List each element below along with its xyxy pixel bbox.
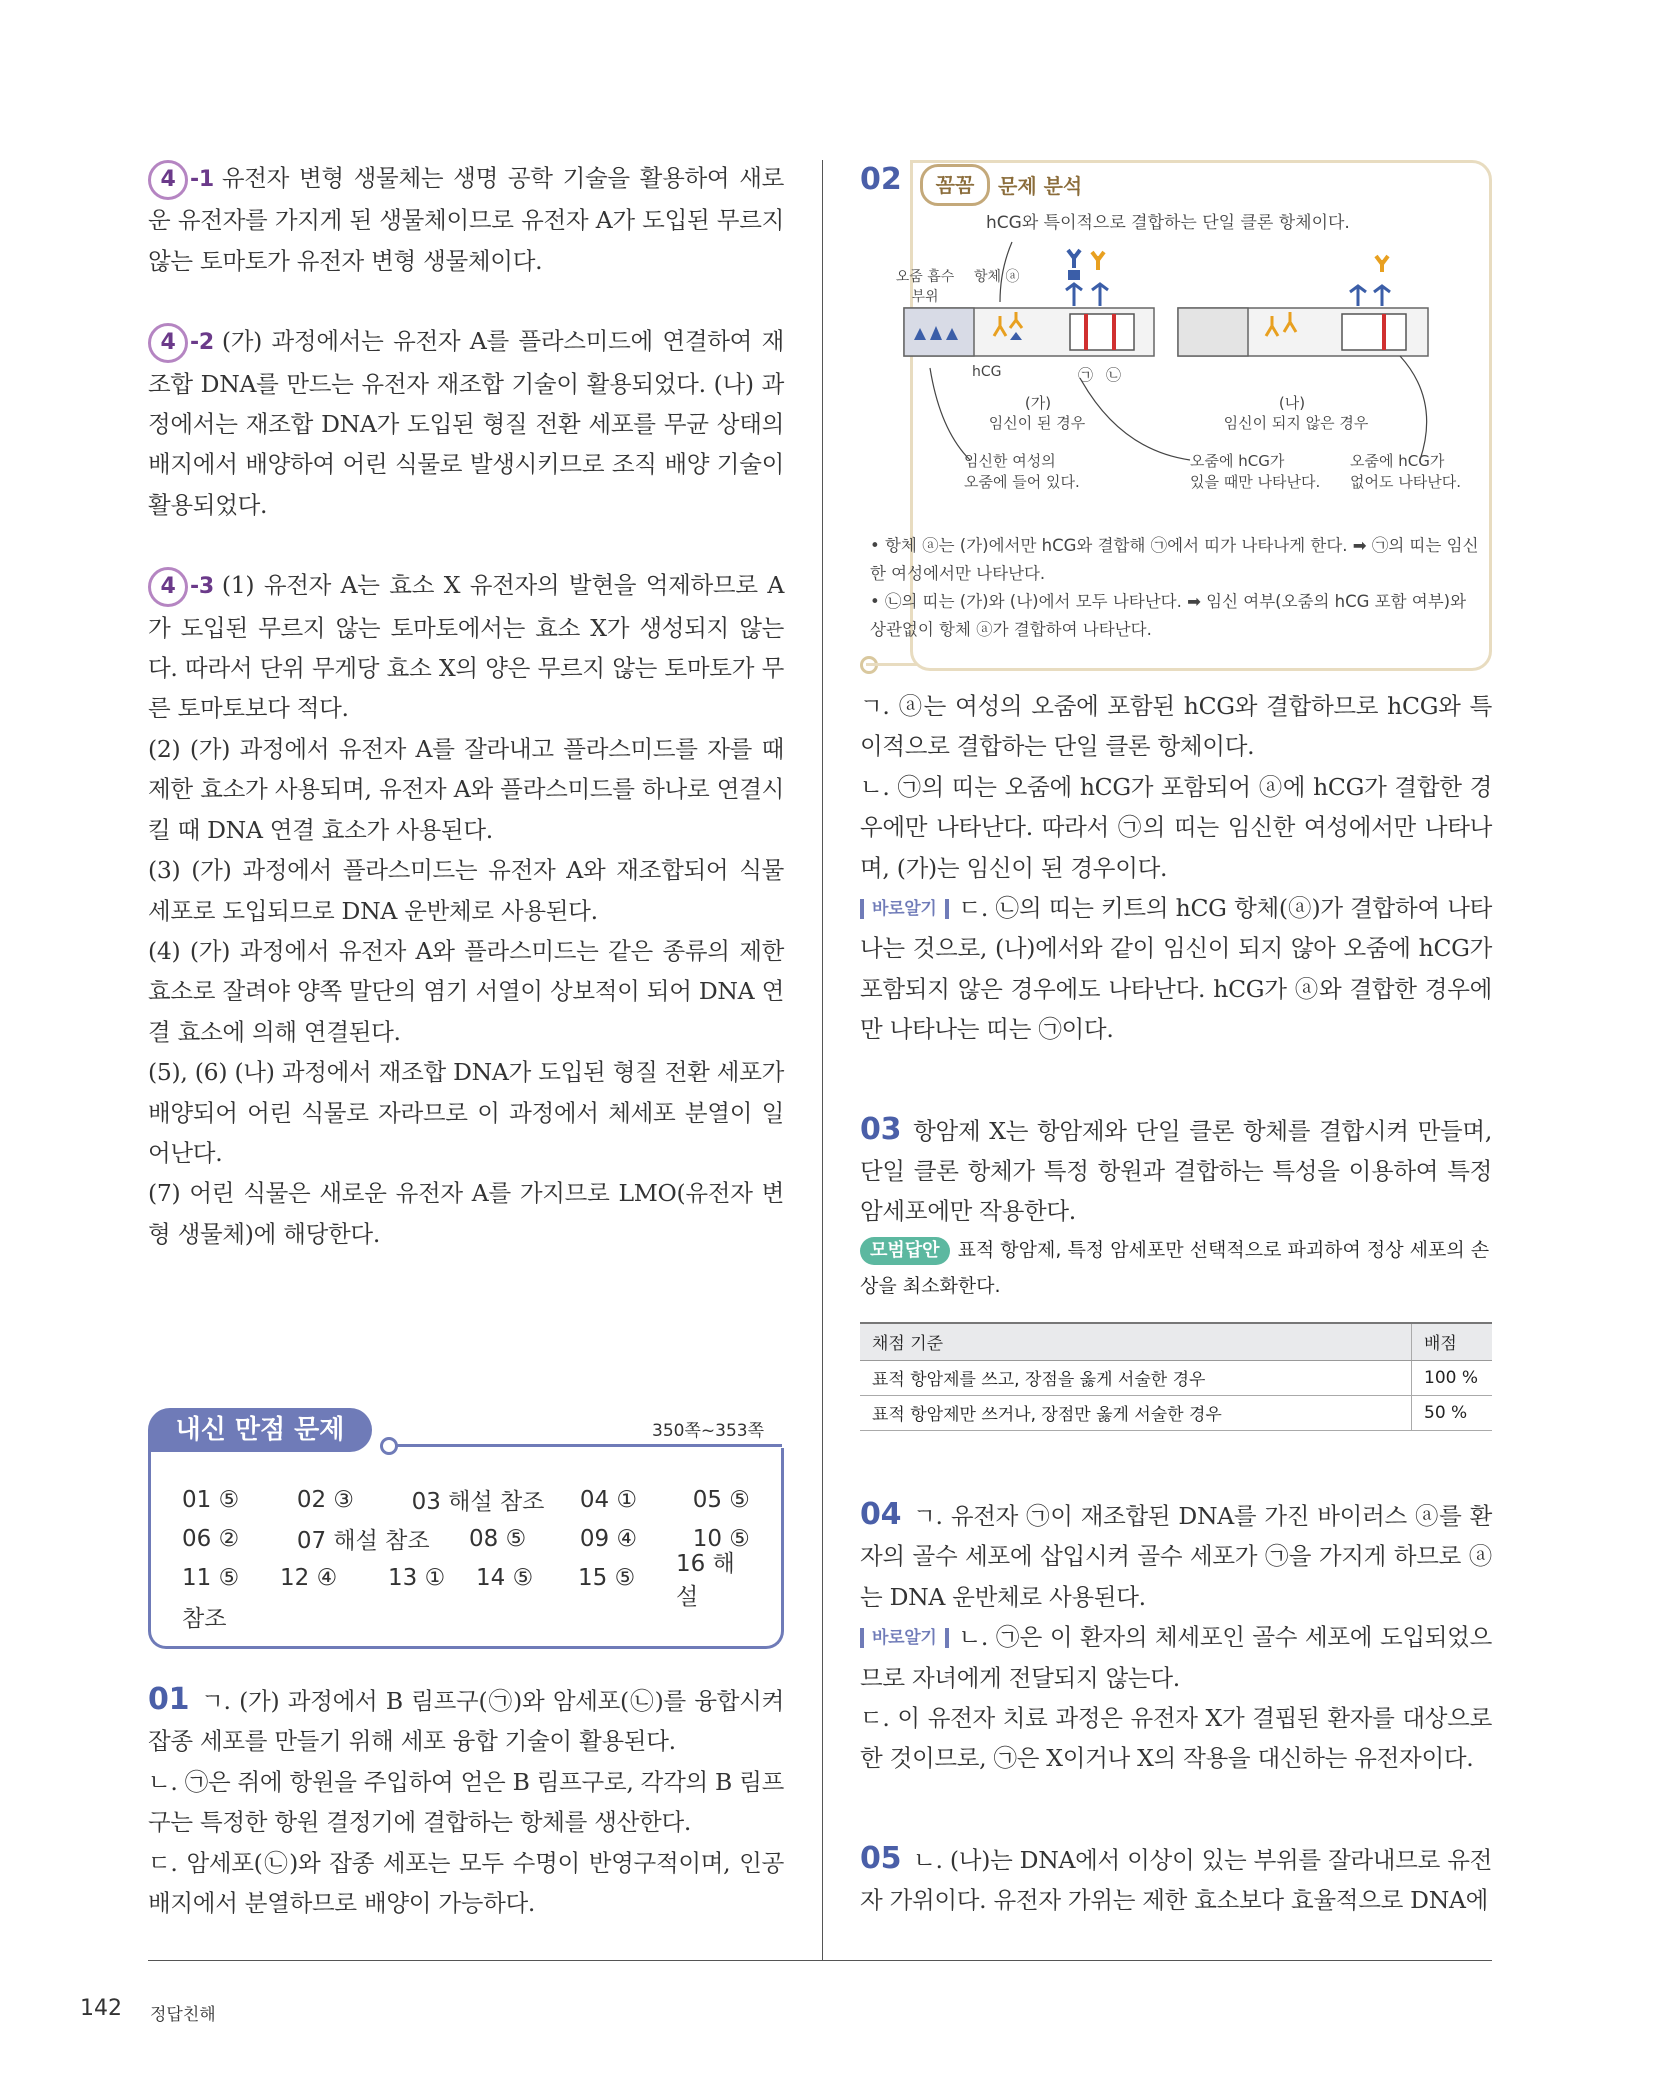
model-answer-text: 표적 항암제, 특정 암세포만 선택적으로 파괴하여 정상 세포의 손상을 최소화한다. (860, 1238, 1490, 1297)
note-pregnant: 임신한 여성의 오줌에 들어 있다. (964, 452, 1080, 491)
arrow (1400, 356, 1427, 460)
hcg-label: hCG (972, 364, 1002, 380)
paragraph-text: 유전자 변형 생물체는 생명 공학 기술을 활용하여 새로운 유전자를 가지게 된 생물체이므로 유전자 A가 도입된 무르지 않는 토마토가 유전자 변형 생물체이다. (148, 164, 784, 275)
question-03 (860, 1110, 1492, 1232)
question-04 (860, 1495, 1492, 1617)
paragraph-text: (1) 유전자 A는 효소 X 유전자의 발현을 억제하므로 A가 도입된 무르지 않는 토마토에서는 효소 X가 생성되지 않는다. 따라서 단위 무게당 효소 X의 양은 무르지 않는 토마토가 무른 토마토보다 적다. (148, 571, 784, 723)
antibody-icon (1066, 284, 1082, 306)
list-item (860, 1617, 1492, 1698)
list-item: (5), (6) (나) 과정에서 재조합 DNA가 도입된 형질 전환 세포가 배양되어 어린 식물로 자라므로 이 과정에서 체세포 분열이 일어난다. (148, 1058, 784, 1167)
result-window (1342, 314, 1406, 350)
band-1-label: ㉠ (1078, 366, 1094, 384)
list-item: (4) (가) 과정에서 유전자 A와 플라스미드는 같은 종류의 제한 효소로 잘려야 양쪽 말단의 염기 서열이 상보적이 되어 DNA 연결 효소에 의해 연결된다. (148, 936, 784, 1046)
item-text: ㄴ. (나)는 DNA에서 이상이 있는 부위를 잘라내므로 유전자 가위이다. 유전자 가위는 제한 효소보다 효율적으로 DNA에 (860, 1845, 1492, 1915)
answer-cell: 03 해설 참조 (411, 1489, 545, 1515)
antibody-a-label: 항체 ⓐ (974, 269, 1020, 285)
table-header: 배점 (1412, 1323, 1493, 1361)
divider (384, 1444, 782, 1447)
case-ga-desc: 임신이 된 경우 (988, 414, 1086, 432)
arrow (930, 368, 970, 460)
urine-site-label: 오줌 흡수 부위 (895, 269, 955, 305)
antibody-icon (1092, 284, 1108, 306)
answer-cell: 01 ⑤ (182, 1486, 240, 1513)
case-ga-label: (가) (1024, 394, 1052, 412)
correction-tag: 바로알기 (860, 899, 949, 919)
list-item (148, 1680, 784, 1762)
case-na-desc: 임신이 되지 않은 경우 (1223, 414, 1369, 432)
list-item: (7) 어린 식물은 새로운 유전자 A를 가지므로 LMO(유전자 변형 생물체)에 해당한다. (148, 1179, 784, 1248)
list-item: ㄴ. ㉠의 띠는 오줌에 hCG가 포함되어 ⓐ에 hCG가 결합한 경우에만 나타난다. 따라서 ㉠의 띠는 임신한 여성에서만 나타나며, (가)는 임신이 된 경우이다. (860, 772, 1492, 882)
table-row (860, 1395, 1492, 1430)
model-answer-tag: 모범답안 (860, 1237, 950, 1265)
hcg-icon (1068, 270, 1080, 280)
list-item: ㄴ. ㉠은 쥐에 항원을 주입하여 얻은 B 림프구로, 각각의 B 림프구는 특정한 항원 결정기에 결합하는 항체를 생산한다. (148, 1767, 785, 1837)
answer-cell: 11 ⑤ (182, 1564, 240, 1591)
question-badge: 4 (148, 323, 188, 363)
book-section-name: 정답친해 (150, 2005, 216, 2025)
list-item: ㄱ. ⓐ는 여성의 오줌에 포함된 hCG와 결합하므로 hCG와 특이적으로 결합하는 단일 클론 항체이다. (860, 692, 1492, 761)
note-only: 오줌에 hCG가 있을 때만 나타난다. (1190, 452, 1321, 491)
question-number: 03 (860, 1111, 902, 1147)
paragraph-4-1 (148, 158, 784, 281)
list-item (860, 888, 1492, 1050)
analysis-title: 문제 분석 (998, 174, 1083, 198)
list-item: (3) (가) 과정에서 플라스미드는 유전자 A와 재조합되어 식물 세포로 도입되므로 DNA 운반체로 사용된다. (148, 856, 784, 925)
question-number: 05 (860, 1840, 902, 1876)
question-05 (860, 1839, 1492, 1921)
table-cell: 표적 항암제를 쓰고, 장점을 옳게 서술한 경우 (860, 1360, 1412, 1395)
table-header: 채점 기준 (860, 1323, 1412, 1361)
scoring-table (860, 1322, 1492, 1431)
answer-cell: 16 해설 (676, 1550, 735, 1610)
table-cell: 표적 항암제만 쓰거나, 장점만 옳게 서술한 경우 (860, 1395, 1412, 1430)
answer-cell: 14 ⑤ (476, 1564, 534, 1591)
item-text: 항암제 X는 항암제와 단일 클론 항체를 결합시켜 만들며, 단일 클론 항체가 특정 항원과 결합하는 특성을 이용하여 특정 암세포에만 작용한다. (860, 1116, 1492, 1226)
divider (866, 663, 918, 666)
table-row (860, 1360, 1492, 1395)
note-item: • 항체 ⓐ는 (가)에서만 hCG와 결합해 ㉠에서 띠가 나타나게 한다. ➡ ㉠의 띠는 임신한 여성에서만 나타난다. (870, 536, 1479, 583)
antibody-icon (1374, 286, 1390, 306)
answer-cell: 참조 (182, 1606, 227, 1632)
antibody-icon (1068, 250, 1080, 268)
left-column (148, 158, 784, 1254)
list-item: ㄷ. 암세포(㉡)와 잡종 세포는 모두 수명이 반영구적이며, 인공 배지에서 분열하므로 배양이 가능하다. (148, 1848, 784, 1918)
answer-key-title: 내신 만점 문제 (148, 1408, 372, 1452)
answer-row (182, 1480, 762, 1519)
list-item: ㄷ. 이 유전자 치료 과정은 유전자 X가 결핍된 환자를 대상으로 한 것이므로, ㉠은 X이거나 X의 작용을 대신하는 유전자이다. (860, 1703, 1492, 1773)
right-column (860, 686, 1492, 1921)
kkomkkom-badge: 꼼꼼 (920, 164, 990, 206)
question-number: 02 (860, 162, 902, 197)
answer-cell: 02 ③ (296, 1486, 355, 1513)
table-header-row (860, 1323, 1492, 1361)
answer-grid (182, 1480, 762, 1636)
answer-row (182, 1550, 762, 1610)
paragraph-4-3 (148, 565, 784, 729)
answer-cell: 08 ⑤ (469, 1525, 527, 1552)
answer-cell: 06 ② (182, 1525, 240, 1552)
table-cell: 100 % (1412, 1360, 1493, 1395)
question-01 (148, 1680, 784, 1923)
question-badge: 4 (148, 567, 188, 607)
model-answer (860, 1232, 1492, 1304)
answer-row (182, 1519, 762, 1558)
antibody-description: hCG와 특이적으로 결합하는 단일 클론 항체이다. (986, 213, 1350, 233)
result-window (1070, 314, 1134, 350)
answer-cell: 09 ④ (579, 1525, 638, 1552)
note-always: 오줌에 hCG가 없어도 나타난다. (1350, 452, 1461, 491)
item-text: ㄱ. 유전자 ㉠이 재조합된 DNA를 가진 바이러스 ⓐ를 환자의 골수 세포에 삽입시켜 골수 세포가 ㉠을 가지게 하므로 ⓐ는 DNA 운반체로 사용된다. (860, 1501, 1492, 1611)
urine-pad (1178, 308, 1248, 356)
sub-number: -1 (190, 167, 214, 192)
antibody-icon (1092, 252, 1104, 270)
page-number: 142 (80, 1996, 122, 2021)
sub-number: -3 (190, 574, 214, 600)
footer-rule (148, 1960, 1492, 1961)
band-2-label: ㉡ (1106, 366, 1122, 384)
list-item: (2) (가) 과정에서 유전자 A를 잘라내고 플라스미드를 자를 때 제한 효소가 사용되며, 유전자 A와 플라스미드를 하나로 연결시킬 때 DNA 연결 효소가 사용된다. (148, 734, 784, 844)
paragraph-4-2 (148, 321, 784, 525)
sub-number: -2 (190, 330, 214, 356)
item-text: ㄷ. ㉡의 띠는 키트의 hCG 항체(ⓐ)가 결합하여 나타나는 것으로, (나)에서와 같이 임신이 되지 않아 오줌에 hCG가 포함되지 않은 경우에도 나타난다. hCG가 ⓐ와 결합한 경우에만 나타나는 띠는 ㉠이다. (860, 894, 1492, 1044)
answer-cell: 05 ⑤ (692, 1486, 750, 1513)
answer-cell: 10 ⑤ (692, 1525, 750, 1552)
item-text: ㄴ. ㉠은 이 환자의 체세포인 골수 세포에 도입되었으므로 자녀에게 전달되지 않는다. (860, 1623, 1492, 1692)
analysis-notes (870, 532, 1480, 644)
antibody-icon (1350, 286, 1366, 306)
answer-cell: 07 해설 참조 (296, 1528, 430, 1554)
analysis-box (860, 160, 1492, 672)
item-text: ㄱ. (가) 과정에서 B 림프구(㉠)와 암세포(㉡)를 융합시켜 잡종 세포를 만들기 위해 세포 융합 기술이 활용된다. (148, 1687, 784, 1756)
answer-cell: 12 ④ (280, 1564, 338, 1591)
table-cell: 50 % (1412, 1395, 1493, 1430)
circle-dot-icon (380, 1437, 398, 1455)
note-item: • ㉡의 띠는 (가)와 (나)에서 모두 나타난다. ➡ 임신 여부(오줌의 hCG 포함 여부)와 상관없이 항체 ⓐ가 결합하여 나타난다. (870, 592, 1467, 639)
answer-row (182, 1597, 762, 1636)
question-badge: 4 (148, 160, 188, 200)
antibody-icon (1376, 256, 1388, 272)
question-number: 04 (860, 1496, 902, 1532)
question-number: 01 (148, 1682, 190, 1717)
answer-cell: 04 ① (579, 1486, 638, 1513)
answer-cell: 15 ⑤ (578, 1564, 636, 1591)
correction-tag: 바로알기 (860, 1628, 949, 1648)
paragraph-text: (가) 과정에서는 유전자 A를 플라스미드에 연결하여 재조합 DNA를 만드는 유전자 재조합 기술이 활용되었다. (나) 과정에서는 재조합 DNA가 도입된 형질 전환 세포를 무균 상태의 배지에서 배양하여 어린 식물로 발생시키므로 조직 배양 기술이 활용되었다. (148, 327, 784, 519)
urine-pad (904, 308, 974, 356)
page-range: 350쪽~353쪽 (652, 1421, 764, 1441)
column-divider (822, 160, 823, 1960)
case-na-label: (나) (1278, 394, 1306, 412)
answer-cell: 13 ① (388, 1564, 446, 1591)
